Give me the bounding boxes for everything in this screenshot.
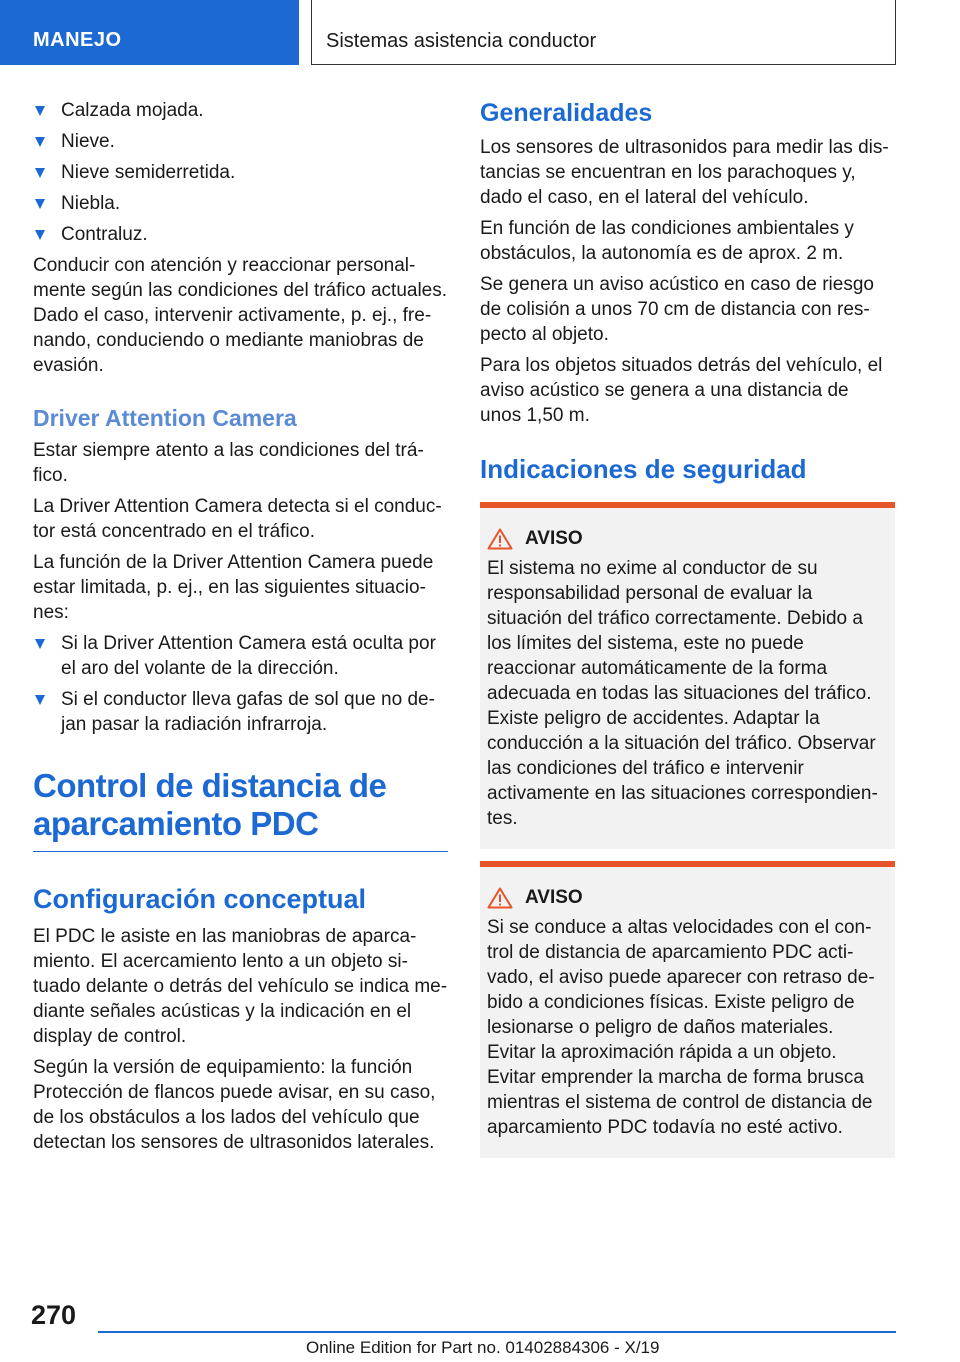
section-heading-safety: Indicaciones de seguridad [480, 454, 807, 484]
paragraph: Los sensores de ultrasonidos para medir las distancias se encuentran en los parachoques y, dado el caso, en el lateral del vehículo. [480, 137, 889, 208]
chapter-heading-pdc: Control de distancia de aparcamiento PDC [33, 767, 448, 852]
warning-triangle-icon [487, 528, 513, 550]
header-chapter-label: Sistemas asistencia conductor [326, 30, 597, 52]
list-item: Si el conductor lleva gafas de sol que no dejan pasar la radiación infrarroja. [33, 687, 448, 737]
warning-title [487, 887, 887, 909]
page-number: 270 [31, 1300, 77, 1330]
bullet-triangle-icon [35, 106, 45, 116]
paragraph: La Driver Attention Camera detecta si el conductor está concentrado en el tráfico. [33, 496, 442, 542]
paragraph: En función de las condiciones ambientales y obstáculos, la autonomía es de aprox. 2 m. [480, 218, 854, 264]
list-item: Nieve. [33, 129, 448, 154]
footer-divider [98, 1331, 896, 1333]
section-heading-dac: Driver Attention Camera [33, 405, 297, 431]
conditions-list [33, 98, 448, 247]
paragraph: Conducir con atención y reaccionar personalmente según las condiciones del tráfico actuales. Dado el caso, intervenir activamente, p. ej., frenando, conduciendo o mediante maniobras de evasión. [33, 255, 448, 376]
bullet-triangle-icon [35, 168, 45, 178]
bullet-triangle-icon [35, 137, 45, 147]
right-column [480, 98, 895, 1170]
footer-edition: Online Edition for Part no. 01402884306 - X/19 [306, 1338, 660, 1357]
warning-text: Si se conduce a altas velocidades con el control de distancia de aparcamiento PDC activado, el aviso puede aparecer con retraso debido a condiciones físicas. Existe peligro de lesionarse o peligro de daños materiales. Evitar la aproximación rápida a un objeto. Evitar emprender la marcha de forma brusca mientras el sistema de control de distancia de aparcamiento PDC todavía no esté activo. [487, 917, 875, 1138]
list-item: Calzada mojada. [33, 98, 448, 123]
list-item: Nieve semiderretida. [33, 160, 448, 185]
warning-label: AVISO [525, 887, 583, 908]
warning-box [480, 502, 895, 849]
paragraph: Estar siempre atento a las condiciones del tráfico. [33, 440, 424, 486]
warning-label: AVISO [525, 528, 583, 549]
bullet-triangle-icon [35, 230, 45, 240]
warning-triangle-icon [487, 887, 513, 909]
warning-box [480, 861, 895, 1158]
paragraph: Se genera un aviso acústico en caso de riesgo de colisión a unos 70 cm de distancia con respecto al objeto. [480, 274, 874, 345]
list-item: Si la Driver Attention Camera está oculta por el aro del volante de la dirección. [33, 631, 448, 681]
bullet-triangle-icon [35, 199, 45, 209]
header-section-tab [0, 0, 299, 65]
paragraph: Según la versión de equipamiento: la función Protección de flancos puede avisar, en su caso, de los obstáculos a los lados del vehículo que detectan los sensores de ultrasonidos laterales. [33, 1057, 436, 1153]
warning-title [487, 528, 887, 550]
paragraph: Para los objetos situados detrás del vehículo, el aviso acústico se genera a una distancia de unos 1,50 m. [480, 355, 883, 426]
left-column [33, 98, 448, 1161]
limitations-list [33, 631, 448, 737]
list-item: Contraluz. [33, 222, 448, 247]
header-section-label: MANEJO [33, 29, 122, 51]
section-heading-general: Generalidades [480, 99, 653, 127]
list-item: Niebla. [33, 191, 448, 216]
bullet-triangle-icon [35, 695, 45, 705]
warning-text: El sistema no exime al conductor de su responsabilidad personal de evaluar la situación del tráfico correctamente. Debido a los límites del sistema, este no puede reaccionar automáticamente de la forma adecuada en todas las situaciones del tráfico. Existe peligro de accidentes. Adaptar la conducción a la situación del tráfico. Observar las condiciones del tráfico e intervenir activamente en las situaciones correspondientes. [487, 558, 878, 829]
section-heading-config: Configuración conceptual [33, 884, 367, 914]
paragraph: La función de la Driver Attention Camera puede estar limitada, p. ej., en las siguientes situaciones: [33, 552, 434, 623]
bullet-triangle-icon [35, 639, 45, 649]
header-chapter-tab [311, 0, 896, 65]
paragraph: El PDC le asiste en las maniobras de aparcamiento. El acercamiento lento a un objeto situado delante o detrás del vehículo se indica mediante señales acústicas y la indicación en el display de control. [33, 926, 448, 1047]
